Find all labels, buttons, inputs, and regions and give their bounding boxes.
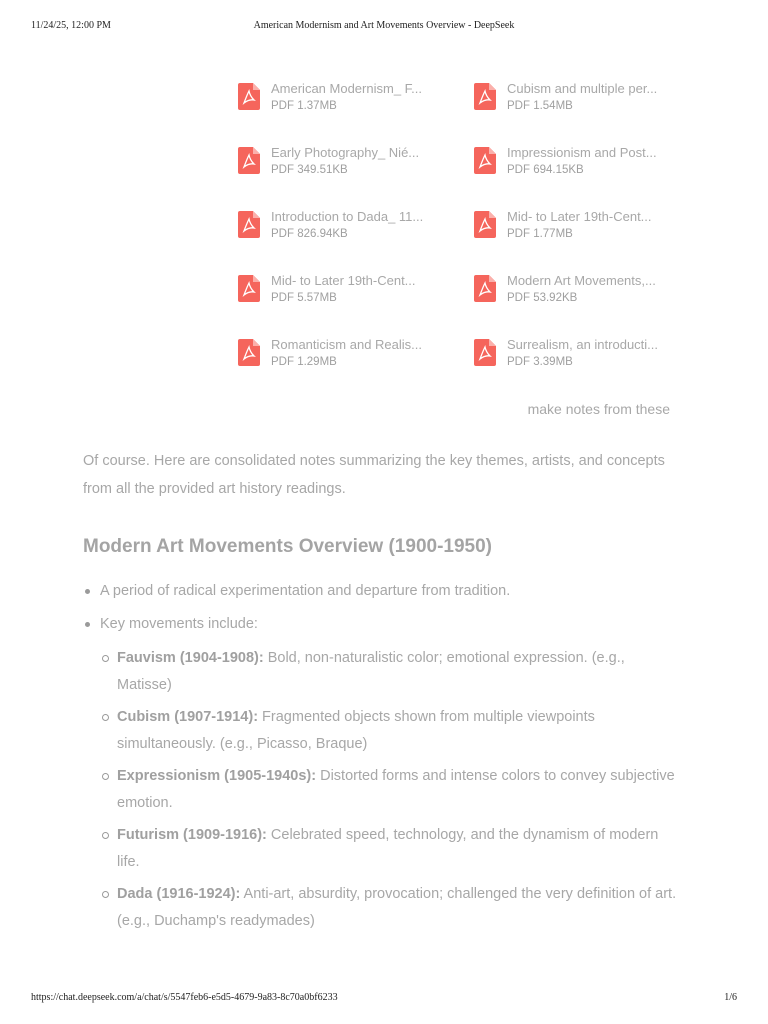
movement-list [100,645,683,935]
movement-term: Expressionism (1905-1940s): [117,768,317,784]
attachment-card[interactable] [472,208,682,248]
attachment-meta: PDF 1.37MB [271,100,337,112]
movement-term: Fauvism (1904-1908): [117,650,264,666]
attachment-name: Early Photography_ Nié... [271,145,420,160]
list-item [83,612,683,935]
bullet-list [83,579,683,935]
movement-desc: Distorted forms and intense colors to convey subjective emotion. [117,768,675,811]
movement-term: Futurism (1909-1916): [117,827,267,843]
bullet-ring [102,891,109,898]
movement-desc: Fragmented objects shown from multiple viewpoints simultaneously. (e.g., Picasso, Braque) [117,709,595,752]
attachment-name: American Modernism_ F... [271,81,422,96]
pdf-icon [474,83,496,110]
attachment-name: Impressionism and Post... [507,145,657,160]
attachment-card[interactable] [472,336,682,376]
movement-desc: Bold, non-naturalistic color; emotional expression. (e.g., Matisse) [117,650,625,693]
attachment-meta: PDF 1.54MB [507,100,573,112]
pdf-icon [238,211,260,238]
attachment-name: Modern Art Movements,... [507,273,656,288]
list-item [83,579,683,603]
attachment-meta: PDF 1.77MB [507,228,573,240]
attachment-card[interactable] [472,144,682,184]
pdf-icon [238,275,260,302]
attachment-name: Mid- to Later 19th-Cent... [271,273,416,288]
attachment-card[interactable] [236,336,446,376]
bullet-ring [102,832,109,839]
pdf-icon [474,147,496,174]
attachment-card[interactable] [236,144,446,184]
movement-term: Dada (1916-1924): [117,886,241,902]
attachment-name: Mid- to Later 19th-Cent... [507,209,652,224]
movement-desc: Anti-art, absurdity, provocation; challenged the very definition of art. (e.g., Duchamp's readymades) [117,886,677,929]
bullet-dot [85,589,90,594]
bullet-ring [102,773,109,780]
attachment-meta: PDF 3.39MB [507,356,573,368]
attachment-card[interactable] [472,272,682,312]
print-header [0,20,768,34]
bullet-ring [102,655,109,662]
attachment-card[interactable] [236,272,446,312]
pdf-icon [238,339,260,366]
pdf-icon [238,147,260,174]
attachment-name: Cubism and multiple per... [507,81,658,96]
attachment-meta: PDF 53.92KB [507,292,578,304]
attachment-meta: PDF 349.51KB [271,164,348,176]
print-url: https://chat.deepseek.com/a/chat/s/5547feb6-e5d5-4679-9a83-8c70a0bf6233 [31,992,338,1003]
bullet-dot [85,622,90,627]
attachment-meta: PDF 1.29MB [271,356,337,368]
attachment-name: Romanticism and Realis... [271,337,422,352]
movement-item [100,881,683,935]
attachment-meta: PDF 5.57MB [271,292,337,304]
movement-item [100,763,683,817]
attachment-card[interactable] [472,80,682,120]
print-datetime: 11/24/25, 12:00 PM [31,20,111,31]
attachment-name: Introduction to Dada_ 11... [271,209,424,224]
pdf-icon [474,211,496,238]
user-message: make notes from these [527,401,670,417]
assistant-answer [83,447,683,944]
attachment-name: Surrealism, an introducti... [507,337,659,352]
bullet-text: Key movements include: [100,616,258,632]
movement-item [100,822,683,876]
movement-item [100,645,683,699]
pdf-icon [238,83,260,110]
attachment-card[interactable] [236,208,446,248]
pdf-icon [474,339,496,366]
print-page-title: American Modernism and Art Movements Overview - DeepSeek [253,20,515,31]
movement-term: Cubism (1907-1914): [117,709,259,725]
print-footer [0,992,768,1006]
movement-desc: Celebrated speed, technology, and the dynamism of modern life. [117,827,659,870]
bullet-text: A period of radical experimentation and departure from tradition. [100,583,511,599]
movement-item [100,704,683,758]
attachment-meta: PDF 826.94KB [271,228,348,240]
section-heading: Modern Art Movements Overview (1900-1950) [83,536,493,557]
bullet-ring [102,714,109,721]
pdf-icon [474,275,496,302]
attachment-meta: PDF 694.15KB [507,164,584,176]
answer-intro: Of course. Here are consolidated notes summarizing the key themes, artists, and concepts from all the provided art history readings. [83,453,665,497]
page-number: 1/6 [724,992,737,1003]
attachment-card[interactable] [236,80,446,120]
